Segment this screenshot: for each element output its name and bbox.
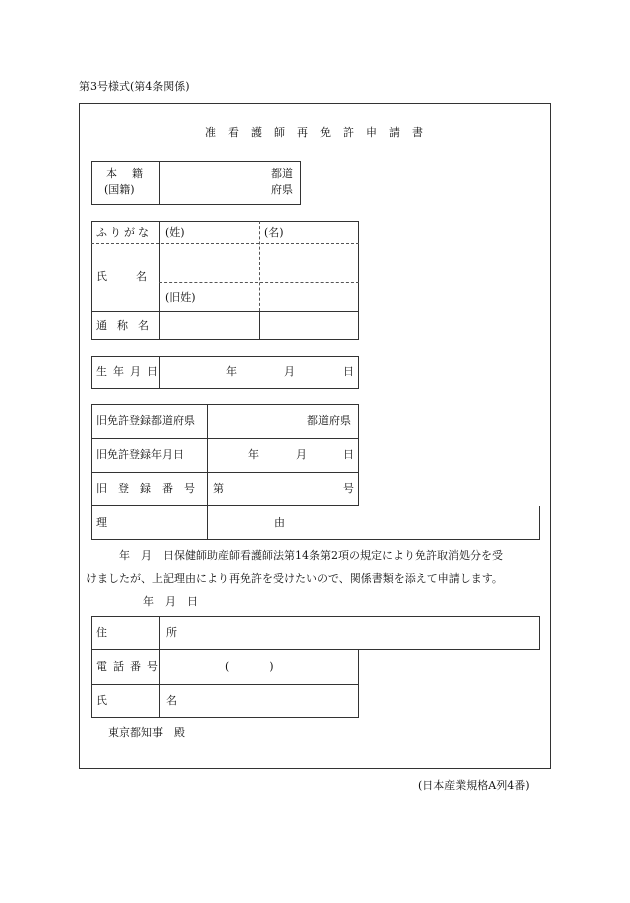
birth-date-input[interactable] bbox=[160, 357, 358, 388]
old-prefecture-input[interactable] bbox=[208, 405, 358, 437]
footer-spec: (日本産業規格A列4番) bbox=[418, 779, 530, 792]
old-number-input[interactable] bbox=[208, 473, 358, 505]
old-license-date-label: 旧免許登録年月日 bbox=[96, 448, 184, 461]
honseki-suffix-bottom: 府県 bbox=[271, 183, 293, 196]
surname-label: (姓) bbox=[165, 226, 185, 239]
birth-date-label: 生年月日 bbox=[96, 365, 164, 378]
old-surname-label: (旧姓) bbox=[165, 291, 196, 304]
statement-line-1: 年 月 日保健師助産師看護師法第14条第2項の規定により免許取消処分を受 bbox=[119, 549, 503, 562]
phone-input[interactable] bbox=[160, 651, 358, 683]
old-date-year-unit: 年 bbox=[248, 448, 259, 461]
addressee: 東京都知事 殿 bbox=[108, 726, 185, 739]
surname-input[interactable] bbox=[160, 244, 259, 282]
old-number-suffix: 号 bbox=[343, 482, 354, 495]
honseki-sub-label: (国籍) bbox=[104, 183, 135, 196]
old-number-prefix: 第 bbox=[213, 482, 224, 495]
honseki-suffix-top: 都道 bbox=[271, 167, 293, 180]
application-date: 年 月 日 bbox=[143, 595, 198, 608]
birth-year-unit: 年 bbox=[226, 365, 237, 378]
address-input[interactable] bbox=[160, 617, 539, 649]
address-label: 住 所 bbox=[96, 626, 201, 639]
old-date-day-unit: 日 bbox=[343, 448, 354, 461]
furigana-label: ふりがな bbox=[96, 226, 152, 239]
applicant-name-label: 氏 名 bbox=[96, 694, 201, 707]
old-prefecture-label: 旧免許登録都道府県 bbox=[96, 414, 195, 427]
given-name-input[interactable] bbox=[260, 244, 358, 310]
old-number-label: 旧登録番号 bbox=[96, 482, 206, 495]
old-date-month-unit: 月 bbox=[296, 448, 307, 461]
honseki-label: 本 籍 bbox=[106, 167, 145, 180]
birth-month-unit: 月 bbox=[284, 365, 295, 378]
old-license-date-input[interactable] bbox=[208, 439, 358, 471]
given-name-label: (名) bbox=[264, 226, 284, 239]
phone-label: 電話番号 bbox=[96, 660, 164, 673]
statement-line-2: けましたが、上記理由により再免許を受けたいので、関係書類を添えて申請します。 bbox=[86, 572, 503, 585]
name-label: 氏 名 bbox=[96, 270, 156, 283]
birth-day-unit: 日 bbox=[343, 365, 354, 378]
reason-label: 理 由 bbox=[96, 516, 363, 529]
phone-area-code-parens: ( ) bbox=[225, 660, 280, 673]
applicant-name-input[interactable] bbox=[160, 685, 358, 717]
reason-input[interactable] bbox=[208, 507, 539, 539]
old-prefecture-suffix: 都道府県 bbox=[307, 414, 351, 427]
alias-label: 通称名 bbox=[96, 319, 159, 332]
form-number: 第3号様式(第4条関係) bbox=[79, 80, 190, 93]
alias-input[interactable] bbox=[160, 312, 358, 339]
form-title: 准看護師再免許申請書 bbox=[205, 126, 435, 139]
